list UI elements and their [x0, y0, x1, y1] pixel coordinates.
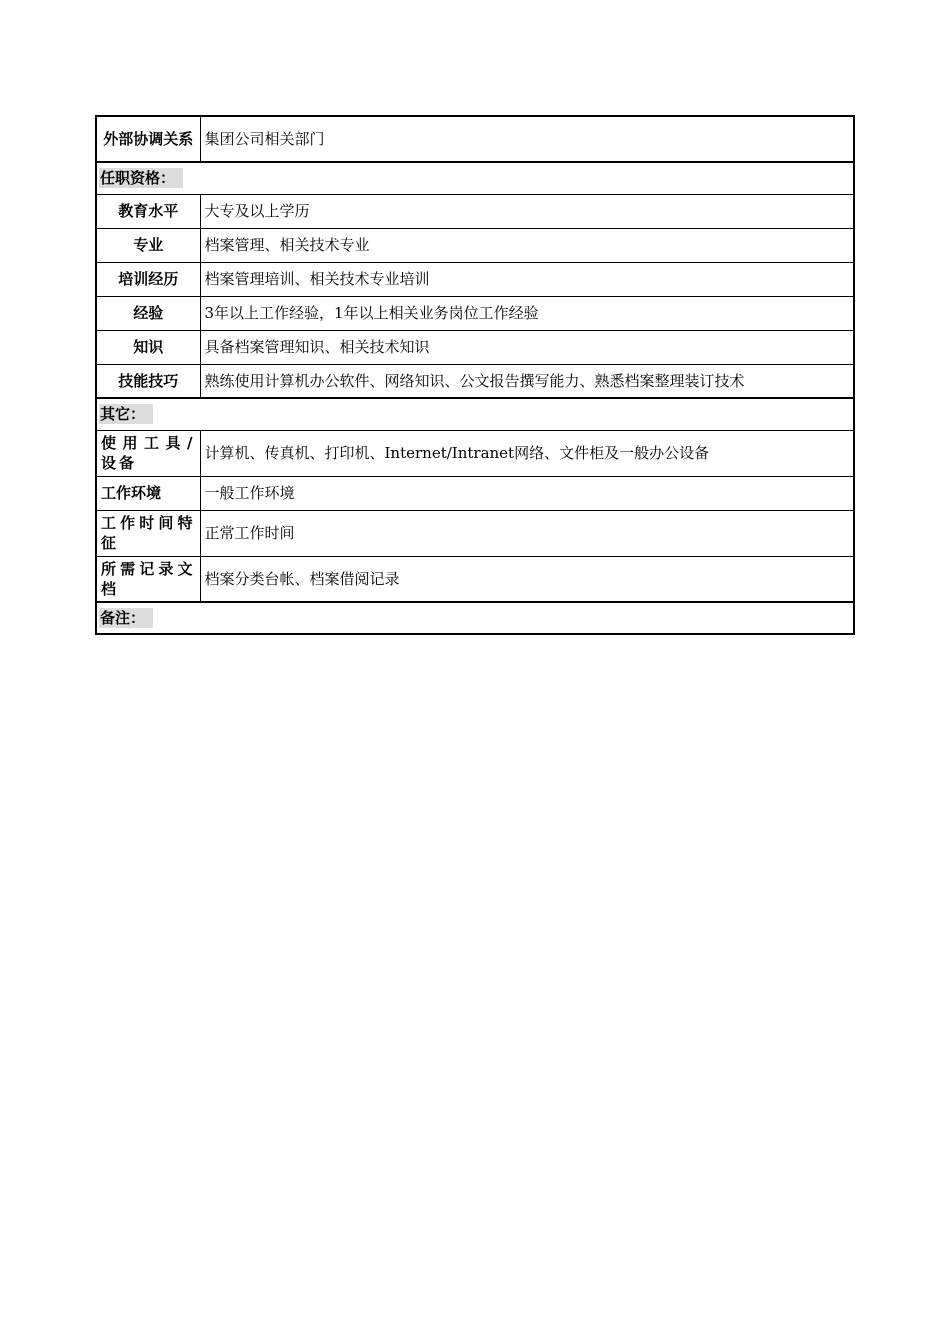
skills-row	[96, 364, 854, 398]
training-value: 档案管理培训、相关技术专业培训	[200, 262, 854, 296]
training-row	[96, 262, 854, 296]
others-section-row	[96, 398, 854, 430]
knowledge-value: 具备档案管理知识、相关技术知识	[200, 330, 854, 364]
tools-label: 使用工具/设备	[96, 430, 200, 476]
environment-row	[96, 476, 854, 510]
knowledge-label: 知识	[96, 330, 200, 364]
job-description-table	[95, 115, 855, 635]
education-value: 大专及以上学历	[200, 194, 854, 228]
environment-label: 工作环境	[96, 476, 200, 510]
tools-value: 计算机、传真机、打印机、Internet/Intranet网络、文件柜及一般办公设备	[200, 430, 854, 476]
skills-value: 熟练使用计算机办公软件、网络知识、公文报告撰写能力、熟悉档案整理装订技术	[200, 364, 854, 398]
education-label: 教育水平	[96, 194, 200, 228]
major-label: 专业	[96, 228, 200, 262]
remarks-section-row	[96, 602, 854, 634]
external-relations-label: 外部协调关系	[96, 116, 200, 162]
external-relations-value: 集团公司相关部门	[200, 116, 854, 162]
training-label: 培训经历	[96, 262, 200, 296]
skills-label: 技能技巧	[96, 364, 200, 398]
major-row	[96, 228, 854, 262]
work-time-label: 工作时间特征	[96, 510, 200, 556]
education-row	[96, 194, 854, 228]
records-label: 所需记录文档	[96, 556, 200, 602]
experience-row	[96, 296, 854, 330]
external-relations-row	[96, 116, 854, 162]
work-time-value: 正常工作时间	[200, 510, 854, 556]
tools-row	[96, 430, 854, 476]
major-value: 档案管理、相关技术专业	[200, 228, 854, 262]
records-row	[96, 556, 854, 602]
remarks-heading: 备注：	[99, 608, 153, 628]
experience-label: 经验	[96, 296, 200, 330]
knowledge-row	[96, 330, 854, 364]
experience-value: 3年以上工作经验，1年以上相关业务岗位工作经验	[200, 296, 854, 330]
work-time-row	[96, 510, 854, 556]
qualifications-section-row	[96, 162, 854, 194]
environment-value: 一般工作环境	[200, 476, 854, 510]
qualifications-heading: 任职资格：	[99, 168, 183, 188]
records-value: 档案分类台帐、档案借阅记录	[200, 556, 854, 602]
others-heading: 其它：	[99, 404, 153, 424]
